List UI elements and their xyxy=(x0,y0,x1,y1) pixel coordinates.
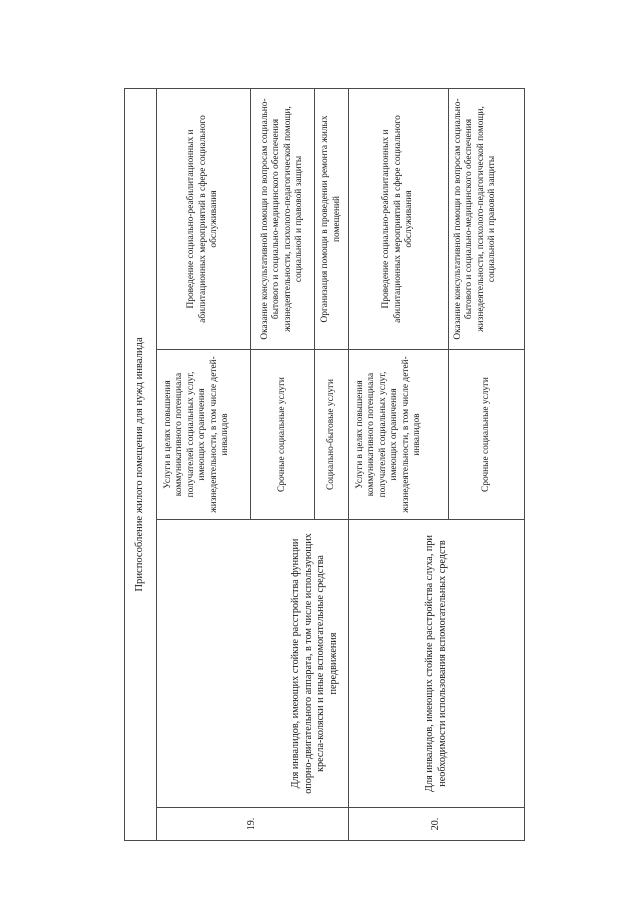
service-group-cell: Срочные социальные услуги xyxy=(251,350,315,520)
service-group-cell: Социально-бытовые услуги xyxy=(315,350,349,520)
service-group-cell: Услуги в целях повышения коммуникативного потенциала получателей социальных услуг, имеющих ограничения жизнедеятельности, в том числе детей-инвалидов xyxy=(157,350,251,520)
service-action-cell: Организация помощи в проведении ремонта жилых помещений xyxy=(315,88,349,349)
service-action-cell: Оказание консультативной помощи по вопросам социально-бытового и социально-медицинского обеспечения жизнедеятельности, психолого-педагогической помощи, социальной и правовой защиты xyxy=(251,88,315,349)
category-cell: Для инвалидов, имеющих стойкие расстройства слуха, при необходимости использования вспомогательных средств xyxy=(349,520,525,808)
service-action-cell: Проведение социально-реабилитационных и абилитационных мероприятий в сфере социального обслуживания xyxy=(349,88,449,349)
section-header-row xyxy=(125,88,157,840)
service-group-cell: Срочные социальные услуги xyxy=(449,350,525,520)
category-cell: Для инвалидов, имеющих стойкие расстройства функции опорно-двигательного аппарата, в том числе использующих кресла-коляски и иные вспомогательные средства передвижения xyxy=(157,520,349,808)
row-number: 19. xyxy=(157,808,349,841)
table-row xyxy=(157,88,251,840)
section-title: Приспособление жилого помещения для нужд инвалида xyxy=(125,88,157,840)
service-action-cell: Проведение социально-реабилитационных и абилитационных мероприятий в сфере социального обслуживания xyxy=(157,88,251,349)
table-row xyxy=(349,88,449,840)
services-table xyxy=(124,88,525,841)
service-action-cell: Оказание консультативной помощи по вопросам социально-бытового и социально-медицинского обеспечения жизнедеятельности, психолого-педагогической помощи, социальной и правовой защиты xyxy=(449,88,525,349)
row-number: 20. xyxy=(349,808,525,841)
rotated-table-wrapper xyxy=(124,89,517,841)
service-group-cell: Услуги в целях повышения коммуникативного потенциала получателей социальных услуг, имеющих ограничения жизнедеятельности, в том числе детей-инвалидов xyxy=(349,350,449,520)
